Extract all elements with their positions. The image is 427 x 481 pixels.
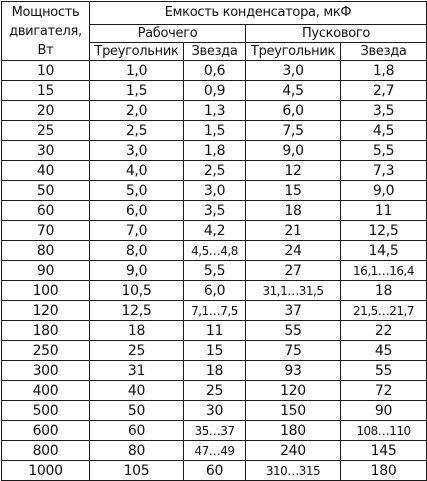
starting-star-cell: 5,5	[341, 141, 427, 161]
header-starting-star: Звезда	[341, 43, 427, 61]
starting-star-cell: 180	[341, 461, 427, 481]
starting-triangle-cell: 180	[246, 421, 341, 441]
working-triangle-cell: 25	[90, 341, 184, 361]
starting-star-cell: 72	[341, 381, 427, 401]
power-cell: 20	[2, 101, 90, 121]
working-star-cell: 4,2	[184, 221, 246, 241]
header-working: Рабочего	[90, 25, 246, 43]
working-triangle-cell: 40	[90, 381, 184, 401]
power-cell: 10	[2, 61, 90, 81]
working-star-cell: 18	[184, 361, 246, 381]
starting-triangle-cell: 21	[246, 221, 341, 241]
power-cell: 250	[2, 341, 90, 361]
table-row	[2, 301, 427, 321]
capacitor-table	[1, 1, 427, 481]
power-cell: 80	[2, 241, 90, 261]
starting-triangle-cell: 24	[246, 241, 341, 261]
starting-star-cell: 45	[341, 341, 427, 361]
working-star-cell: 3,0	[184, 181, 246, 201]
working-triangle-cell: 10,5	[90, 281, 184, 301]
power-cell: 180	[2, 321, 90, 341]
starting-star-cell: 14,5	[341, 241, 427, 261]
starting-triangle-cell: 37	[246, 301, 341, 321]
working-triangle-cell: 105	[90, 461, 184, 481]
starting-star-cell: 145	[341, 441, 427, 461]
working-star-cell: 1,3	[184, 101, 246, 121]
table-row	[2, 61, 427, 81]
working-star-cell: 11	[184, 321, 246, 341]
table-row	[2, 181, 427, 201]
power-cell: 400	[2, 381, 90, 401]
table-row	[2, 381, 427, 401]
working-star-cell: 35…37	[184, 421, 246, 441]
table-row	[2, 281, 427, 301]
table-row	[2, 261, 427, 281]
working-triangle-cell: 8,0	[90, 241, 184, 261]
starting-triangle-cell: 75	[246, 341, 341, 361]
table-row	[2, 401, 427, 421]
starting-star-cell: 9,0	[341, 181, 427, 201]
working-star-cell: 3,5	[184, 201, 246, 221]
power-cell: 50	[2, 181, 90, 201]
starting-star-cell: 108…110	[341, 421, 427, 441]
working-triangle-cell: 50	[90, 401, 184, 421]
power-cell: 90	[2, 261, 90, 281]
working-star-cell: 0,9	[184, 81, 246, 101]
starting-triangle-cell: 6,0	[246, 101, 341, 121]
working-triangle-cell: 80	[90, 441, 184, 461]
table-row	[2, 341, 427, 361]
starting-star-cell: 12,5	[341, 221, 427, 241]
header-working-triangle: Треугольник	[90, 43, 184, 61]
starting-triangle-cell: 12	[246, 161, 341, 181]
power-cell: 30	[2, 141, 90, 161]
working-star-cell: 1,5	[184, 121, 246, 141]
power-cell: 600	[2, 421, 90, 441]
table-row	[2, 141, 427, 161]
starting-star-cell: 55	[341, 361, 427, 381]
power-cell: 40	[2, 161, 90, 181]
header-starting: Пускового	[246, 25, 427, 43]
starting-triangle-cell: 3,0	[246, 61, 341, 81]
table-row	[2, 161, 427, 181]
starting-triangle-cell: 9,0	[246, 141, 341, 161]
header-starting-triangle: Треугольник	[246, 43, 341, 61]
starting-triangle-cell: 150	[246, 401, 341, 421]
power-cell: 120	[2, 301, 90, 321]
starting-triangle-cell: 93	[246, 361, 341, 381]
header-capacity: Емкость конденсатора, мкФ	[90, 2, 427, 25]
working-star-cell: 6,0	[184, 281, 246, 301]
working-star-cell: 30	[184, 401, 246, 421]
starting-triangle-cell: 31,1…31,5	[246, 281, 341, 301]
starting-star-cell: 7,3	[341, 161, 427, 181]
starting-star-cell: 21,5…21,7	[341, 301, 427, 321]
working-triangle-cell: 1,0	[90, 61, 184, 81]
header-power: Мощность двигателя, Вт	[2, 2, 90, 61]
working-triangle-cell: 4,0	[90, 161, 184, 181]
starting-triangle-cell: 55	[246, 321, 341, 341]
table-body	[2, 61, 427, 481]
working-star-cell: 47…49	[184, 441, 246, 461]
starting-triangle-cell: 4,5	[246, 81, 341, 101]
starting-star-cell: 4,5	[341, 121, 427, 141]
table-row	[2, 201, 427, 221]
working-triangle-cell: 2,0	[90, 101, 184, 121]
working-triangle-cell: 9,0	[90, 261, 184, 281]
power-cell: 15	[2, 81, 90, 101]
power-cell: 60	[2, 201, 90, 221]
starting-star-cell: 11	[341, 201, 427, 221]
working-star-cell: 0,6	[184, 61, 246, 81]
table-row	[2, 421, 427, 441]
table-row	[2, 221, 427, 241]
starting-triangle-cell: 310…315	[246, 461, 341, 481]
table-row	[2, 441, 427, 461]
working-star-cell: 5,5	[184, 261, 246, 281]
starting-star-cell: 3,5	[341, 101, 427, 121]
working-triangle-cell: 5,0	[90, 181, 184, 201]
working-triangle-cell: 3,0	[90, 141, 184, 161]
table-row	[2, 81, 427, 101]
starting-star-cell: 1,8	[341, 61, 427, 81]
table-row	[2, 241, 427, 261]
starting-triangle-cell: 27	[246, 261, 341, 281]
working-star-cell: 60	[184, 461, 246, 481]
power-cell: 500	[2, 401, 90, 421]
starting-triangle-cell: 120	[246, 381, 341, 401]
table-row	[2, 121, 427, 141]
working-star-cell: 2,5	[184, 161, 246, 181]
table-row	[2, 361, 427, 381]
starting-triangle-cell: 240	[246, 441, 341, 461]
table-row	[2, 461, 427, 481]
working-star-cell: 15	[184, 341, 246, 361]
working-triangle-cell: 6,0	[90, 201, 184, 221]
power-cell: 70	[2, 221, 90, 241]
working-triangle-cell: 18	[90, 321, 184, 341]
table-header	[2, 2, 427, 61]
starting-star-cell: 16,1…16,4	[341, 261, 427, 281]
starting-star-cell: 2,7	[341, 81, 427, 101]
starting-star-cell: 90	[341, 401, 427, 421]
power-cell: 1000	[2, 461, 90, 481]
starting-triangle-cell: 15	[246, 181, 341, 201]
working-triangle-cell: 2,5	[90, 121, 184, 141]
working-star-cell: 25	[184, 381, 246, 401]
starting-star-cell: 22	[341, 321, 427, 341]
working-star-cell: 7,1…7,5	[184, 301, 246, 321]
power-cell: 300	[2, 361, 90, 381]
power-cell: 100	[2, 281, 90, 301]
header-working-star: Звезда	[184, 43, 246, 61]
working-triangle-cell: 12,5	[90, 301, 184, 321]
working-triangle-cell: 1,5	[90, 81, 184, 101]
starting-star-cell: 18	[341, 281, 427, 301]
working-triangle-cell: 31	[90, 361, 184, 381]
table-row	[2, 321, 427, 341]
working-star-cell: 1,8	[184, 141, 246, 161]
working-triangle-cell: 60	[90, 421, 184, 441]
power-cell: 25	[2, 121, 90, 141]
power-cell: 800	[2, 441, 90, 461]
starting-triangle-cell: 7,5	[246, 121, 341, 141]
working-star-cell: 4,5…4,8	[184, 241, 246, 261]
starting-triangle-cell: 18	[246, 201, 341, 221]
table-row	[2, 101, 427, 121]
working-triangle-cell: 7,0	[90, 221, 184, 241]
